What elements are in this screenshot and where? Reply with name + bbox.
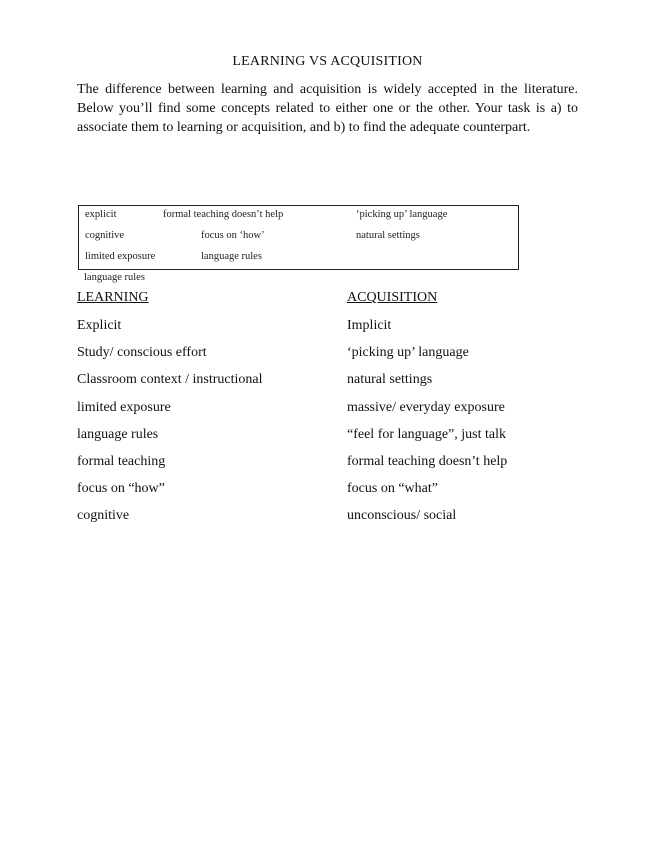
learning-item: Classroom context / instructional [77, 372, 263, 387]
learning-item: Study/ conscious effort [77, 345, 207, 360]
acquisition-item: natural settings [347, 372, 433, 387]
intro-paragraph: The difference between learning and acquisition is widely accepted in the literature. Below you’ll find some concepts related to either one or the other. Your task is a) to associate them to learning or acquisition, and b) to find the adequate counterpart. [77, 82, 578, 135]
word-box-item: limited exposure [85, 251, 156, 262]
acquisition-item: unconscious/ social [347, 508, 457, 523]
page-title: LEARNING VS ACQUISITION [232, 54, 423, 69]
learning-item: formal teaching [77, 454, 166, 469]
learning-item: Explicit [77, 318, 122, 333]
learning-item: language rules [77, 427, 159, 442]
word-box-item: cognitive [85, 230, 125, 241]
learning-item: focus on “how” [77, 481, 165, 496]
learning-item: cognitive [77, 508, 130, 523]
word-box-item: language rules [201, 251, 262, 262]
word-box-item: ‘picking up’ language [356, 209, 448, 220]
acquisition-item: ‘picking up’ language [347, 345, 469, 360]
word-box-overflow-item: language rules [84, 272, 145, 283]
word-box-item: explicit [85, 209, 117, 220]
word-box [78, 205, 519, 270]
acquisition-item: formal teaching doesn’t help [347, 454, 508, 469]
learning-heading: LEARNING [77, 290, 149, 305]
acquisition-heading: ACQUISITION [347, 290, 438, 305]
word-box-item: focus on ‘how’ [201, 230, 265, 241]
acquisition-item: massive/ everyday exposure [347, 400, 505, 415]
word-box-item: natural settings [356, 230, 420, 241]
acquisition-item: “feel for language”, just talk [347, 427, 506, 442]
word-box-item: formal teaching doesn’t help [163, 209, 284, 220]
learning-item: limited exposure [77, 400, 171, 415]
acquisition-item: Implicit [347, 318, 392, 333]
acquisition-item: focus on “what” [347, 481, 438, 496]
